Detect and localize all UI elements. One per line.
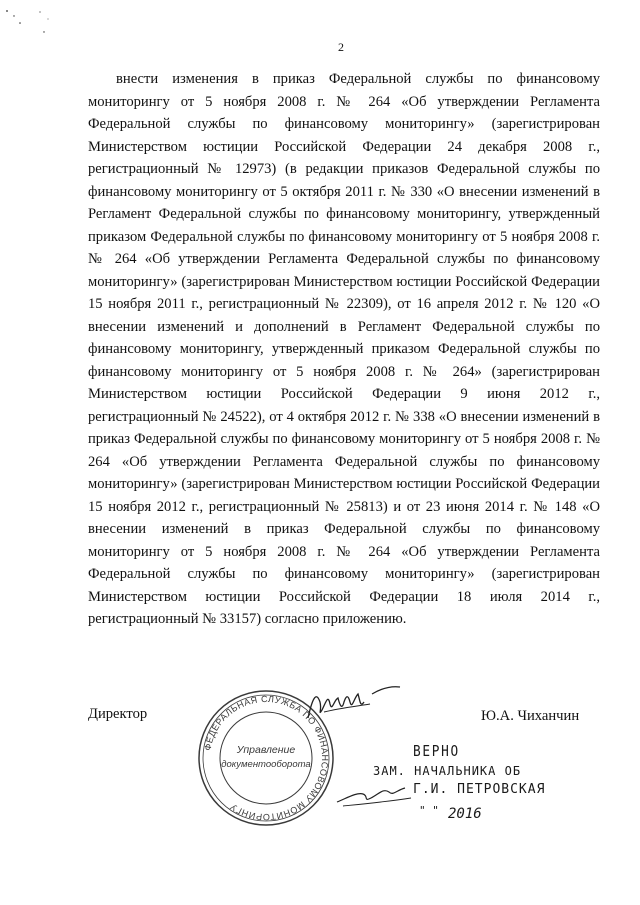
- signer-name: Ю.А. Чиханчин: [481, 708, 580, 724]
- signer-position: Директор: [88, 706, 148, 722]
- certification-stamp: [333, 742, 548, 838]
- cert-official-name: Г.И. ПЕТРОВСКАЯ: [413, 782, 546, 797]
- page-number: 2: [338, 40, 344, 54]
- cert-year: 2016: [448, 806, 482, 822]
- cert-position-title: ЗАМ. НАЧАЛЬНИКА ОБ: [373, 764, 522, 778]
- cert-verified-label: ВЕРНО: [413, 742, 460, 760]
- seal-center-line-1: Управление: [236, 744, 296, 756]
- body-paragraph: внести изменения в приказ Федеральной службы по финансовому мониторингу от 5 ноября 2008 г. № 264 «Об утверждении Регламента Федеральной службы по финансовому мониторингу» (зарегистрирован Министерством юстиции Российской Федерации 24 декабря 2008 г., регистрационный № 12973) (в редакции приказов Федеральной службы по финансовому мониторингу от 5 октября 2011 г. № 330 «О внесении изменений в Регламент Федеральной службы по финансовому мониторингу, утвержденный приказом Федеральной службы по финансовому мониторингу от 5 ноября 2008 г. № 264 «Об утверждении Регламента Федеральной службы по финансовому мониторингу» (зарегистрирован Министерством юстиции Российской Федерации 15 ноября 2011 г., регистрационный № 22309), от 16 апреля 2012 г. № 120 «О внесении изменений и дополнений в Регламент Федеральной службы по финансовому мониторингу, утвержденный приказом Федеральной службы по финансовому мониторингу от 5 ноября 2008 г. № 264» (зарегистрирован Министерством юстиции Российской Федерации 9 июня 2012 г., регистрационный № 24522), от 4 октября 2012 г. № 338 «О внесении изменений в приказ Федеральной службы по финансовому мониторингу от 5 ноября 2008 г. № 264 «Об утверждении Регламента Федеральной службы по финансовому мониторингу» (зарегистрирован Министерством юстиции Российской Федерации 15 ноября 2012 г., регистрационный № 25813) и от 23 июня 2014 г. № 148 «О внесении изменений в приказ Федеральной службы по финансовому мониторингу от 5 ноября 2008 г. № 264 «Об утверждении Регламента Федеральной службы по финансовому мониторингу» (зарегистрирован Министерством юстиции Российской Федерации 18 июля 2014 г., регистрационный № 33157) согласно приложению.: [88, 71, 600, 627]
- cert-signature: [333, 772, 423, 812]
- seal-ring-text: ФЕДЕРАЛЬНАЯ СЛУЖБА ПО ФИНАНСОВОМУ МОНИТОРИНГУ: [202, 693, 331, 823]
- scan-specks: [0, 0, 60, 40]
- director-signature: [300, 680, 420, 730]
- cert-date-marks: " ": [419, 804, 439, 817]
- seal-center-line-2: документооборота: [221, 759, 311, 770]
